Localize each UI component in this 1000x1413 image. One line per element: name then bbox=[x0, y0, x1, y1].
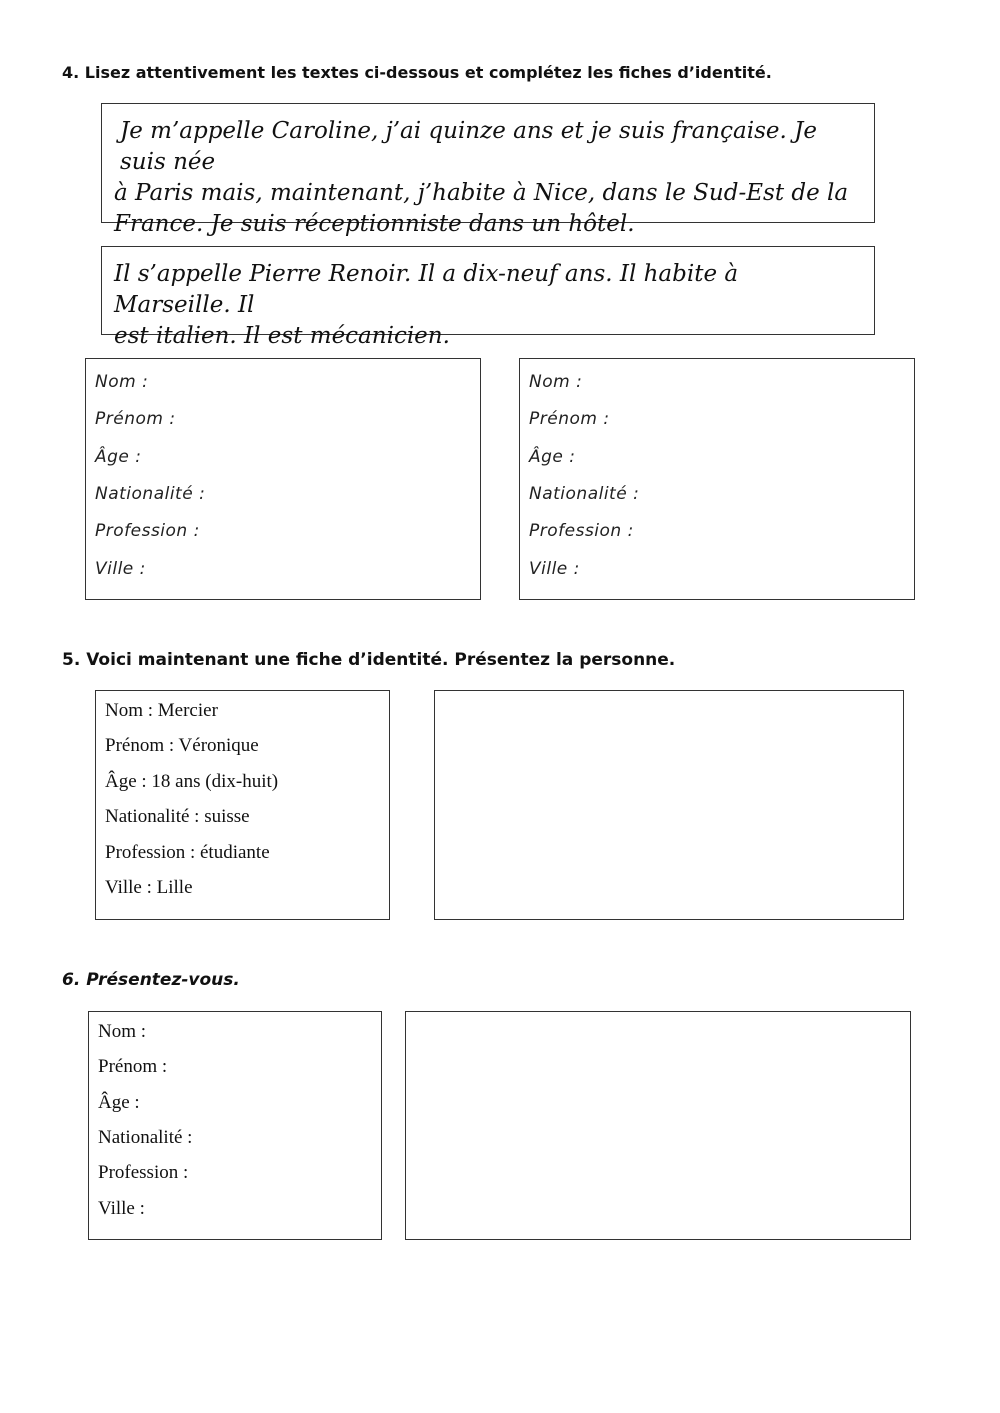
text-caroline-line-1: Je m’appelle Caroline, j’ai quinze ans et je suis française. Je suis née bbox=[120, 118, 817, 175]
field-age: Âge : bbox=[98, 1092, 140, 1113]
field-profession: Profession : bbox=[95, 521, 200, 541]
question-6-title: 6. Présentez-vous. bbox=[62, 970, 240, 990]
field-ville: Ville : bbox=[98, 1198, 145, 1219]
field-nom: Nom : Mercier bbox=[105, 700, 218, 721]
text-caroline bbox=[101, 103, 875, 237]
field-nationalite: Nationalité : bbox=[529, 484, 640, 504]
field-profession: Profession : bbox=[98, 1162, 189, 1183]
identity-card-pierre[interactable] bbox=[519, 358, 915, 600]
text-pierre bbox=[101, 246, 875, 349]
field-nationalite: Nationalité : bbox=[98, 1127, 193, 1148]
text-pierre-line-1: Il s’appelle Pierre Renoir. Il a dix-neuf ans. Il habite à Marseille. Il bbox=[114, 261, 739, 318]
field-age: Âge : bbox=[529, 447, 576, 467]
field-age: Âge : bbox=[95, 447, 142, 467]
field-nom: Nom : bbox=[95, 372, 149, 392]
field-ville: Ville : Lille bbox=[105, 877, 193, 898]
field-profession: Profession : bbox=[529, 521, 634, 541]
field-nom: Nom : bbox=[98, 1021, 147, 1042]
text-pierre-line-2: est italien. Il est mécanicien. bbox=[114, 323, 450, 349]
question-4-title: 4. Lisez attentivement les textes ci-dessous et complétez les fiches d’identité. bbox=[62, 63, 772, 82]
field-profession: Profession : étudiante bbox=[105, 842, 270, 863]
field-nationalite: Nationalité : bbox=[95, 484, 206, 504]
field-prenom: Prénom : Véronique bbox=[105, 735, 259, 756]
field-ville: Ville : bbox=[95, 559, 146, 579]
identity-card-veronique bbox=[95, 690, 390, 920]
field-prenom: Prénom : bbox=[95, 409, 176, 429]
field-age: Âge : 18 ans (dix-huit) bbox=[105, 771, 279, 792]
answer-box-q5[interactable] bbox=[434, 690, 904, 920]
identity-card-caroline[interactable] bbox=[85, 358, 481, 600]
field-nom: Nom : bbox=[529, 372, 583, 392]
text-caroline-line-3: France. Je suis réceptionniste dans un hôtel. bbox=[114, 211, 635, 237]
question-5-title: 5. Voici maintenant une fiche d’identité. Présentez la personne. bbox=[62, 650, 676, 670]
field-ville: Ville : bbox=[529, 559, 580, 579]
field-prenom: Prénom : bbox=[529, 409, 610, 429]
field-nationalite: Nationalité : suisse bbox=[105, 806, 250, 827]
text-caroline-line-2: à Paris mais, maintenant, j’habite à Nice, dans le Sud-Est de la bbox=[114, 180, 849, 206]
field-prenom: Prénom : bbox=[98, 1056, 168, 1077]
answer-box-q6[interactable] bbox=[405, 1011, 911, 1240]
identity-card-self[interactable] bbox=[88, 1011, 382, 1240]
